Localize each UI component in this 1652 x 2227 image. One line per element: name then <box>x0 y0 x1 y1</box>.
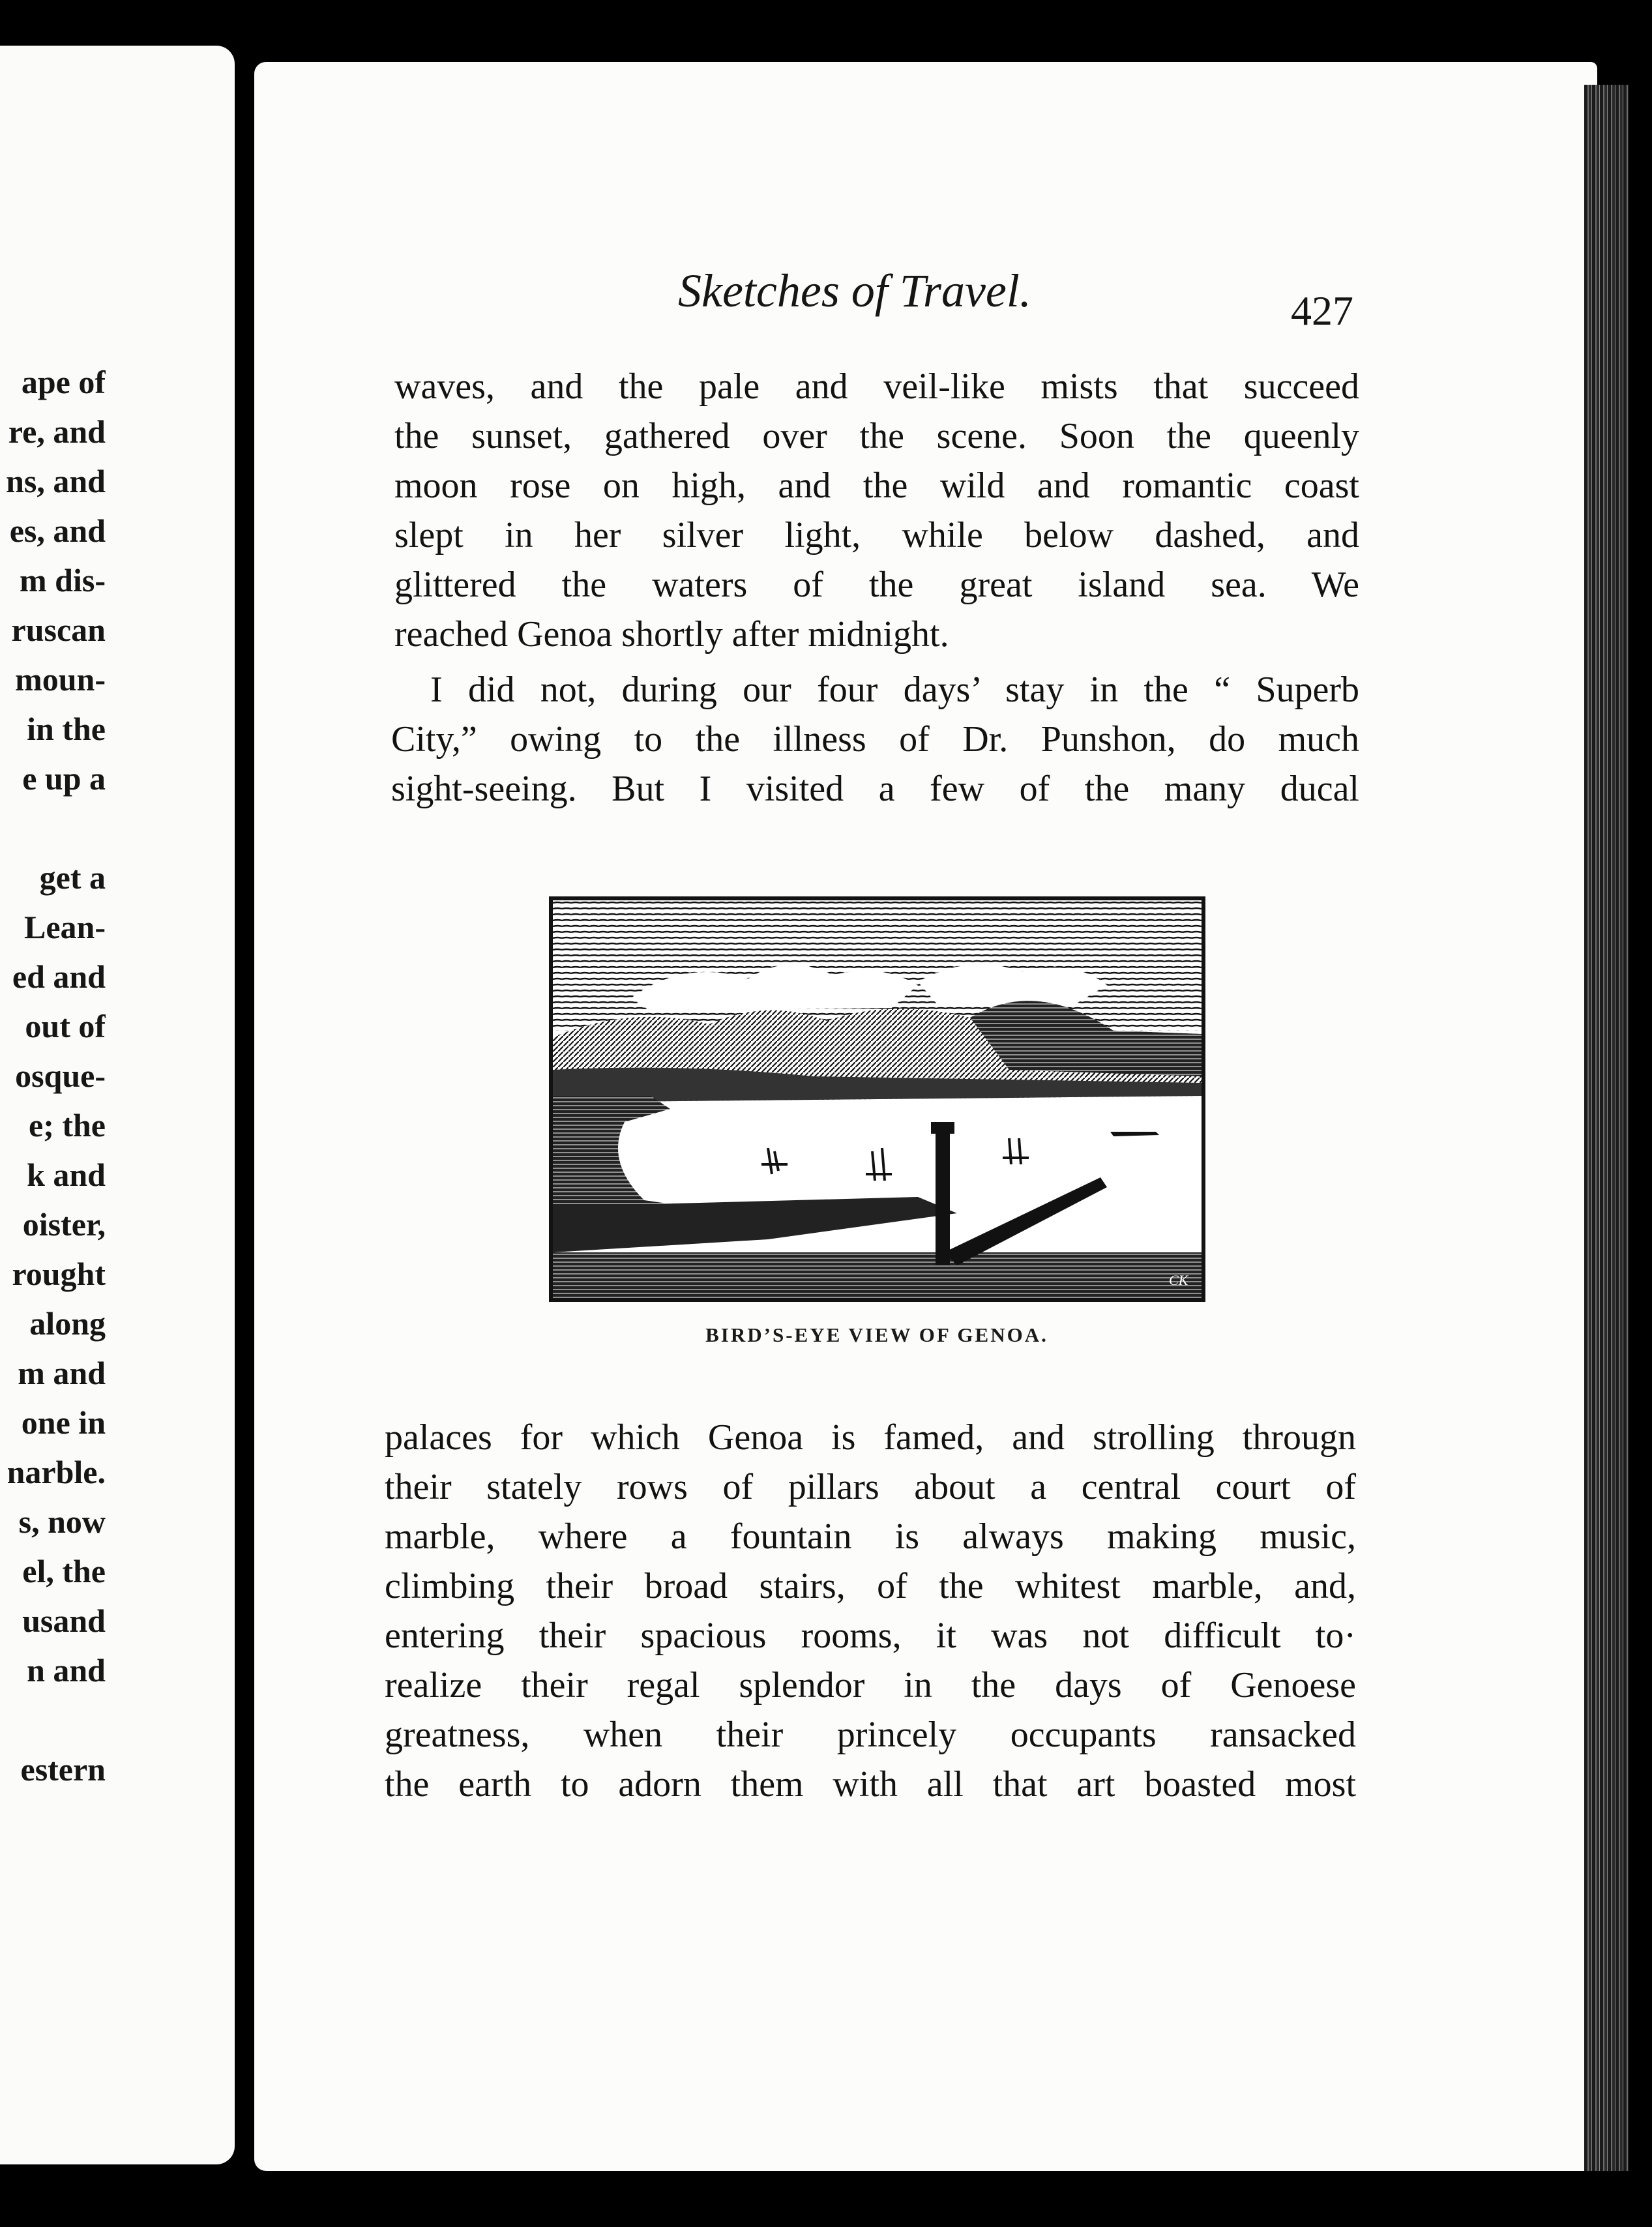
text-line: slept in her silver light, while below dashed, and <box>394 515 1359 555</box>
left-line: ape of <box>21 364 106 400</box>
left-line: moun- <box>15 661 106 698</box>
left-gap <box>0 803 106 853</box>
text-line: entering their spacious rooms, it was not difficult to· <box>385 1615 1356 1656</box>
left-line: m dis- <box>20 562 106 598</box>
text-line: their stately rows of pillars about a central court of <box>385 1467 1356 1507</box>
paragraph-3 <box>385 1413 1356 1809</box>
running-title: Sketches of Travel. <box>678 265 1031 317</box>
left-line: oister, <box>22 1206 106 1243</box>
left-gap <box>0 1695 106 1745</box>
paragraph-2 <box>391 665 1359 814</box>
text-line: greatness, when their princely occupants ransacked <box>385 1715 1356 1755</box>
left-line: ns, and <box>6 463 106 499</box>
left-line: narble. <box>7 1454 106 1490</box>
figure-caption: BIRD’S-EYE VIEW OF GENOA. <box>705 1323 1048 1346</box>
text-line: moon rose on high, and the wild and romantic coast <box>394 465 1359 506</box>
left-page-text <box>0 357 106 1794</box>
left-line: one in <box>21 1404 106 1441</box>
text-line: reached Genoa shortly after midnight. <box>394 614 949 655</box>
left-line: e up a <box>22 760 106 797</box>
left-line: rought <box>12 1256 106 1292</box>
left-line: re, and <box>8 413 106 450</box>
left-line: ed and <box>12 958 106 995</box>
left-line: el, the <box>22 1553 106 1589</box>
left-line: es, and <box>9 512 106 549</box>
left-line: ruscan <box>11 612 106 648</box>
genoa-engraving <box>549 896 1205 1302</box>
text-line: the sunset, gathered over the scene. Soon the queenly <box>394 416 1359 456</box>
paragraph-1 <box>394 362 1359 659</box>
text-line: the earth to adorn them with all that art boasted most <box>385 1764 1356 1805</box>
text-line: I did not, during our four days’ stay in the “ Superb <box>430 670 1359 710</box>
text-line: marble, where a fountain is always making music, <box>385 1516 1356 1557</box>
engraver-mark: CK <box>1169 1272 1188 1288</box>
left-line: s, now <box>18 1503 106 1540</box>
text-line: waves, and the pale and veil-like mists that succeed <box>394 366 1359 407</box>
left-line: in the <box>27 711 106 747</box>
text-line: climbing their broad stairs, of the whitest marble, and, <box>385 1566 1356 1606</box>
left-line: usand <box>22 1602 106 1639</box>
left-line: along <box>29 1305 106 1342</box>
left-line: get a <box>39 859 106 896</box>
text-line: City,” owing to the illness of Dr. Punshon, do much <box>391 719 1359 760</box>
left-line: m and <box>18 1355 106 1391</box>
left-line: n and <box>27 1652 106 1689</box>
page-number: 427 <box>1291 288 1353 334</box>
text-line: realize their regal splendor in the days of Genoese <box>385 1665 1356 1705</box>
engraving-illustration <box>553 900 1202 1298</box>
left-line: k and <box>27 1157 106 1193</box>
text-line: glittered the waters of the great island sea. We <box>394 565 1359 605</box>
left-line: estern <box>20 1751 106 1788</box>
text-line: palaces for which Genoa is famed, and strolling througn <box>385 1417 1356 1458</box>
left-line: osque- <box>15 1057 106 1094</box>
left-line: Lean- <box>24 909 106 945</box>
text-line: sight-seeing. But I visited a few of the many ducal <box>391 769 1359 809</box>
left-line: out of <box>25 1008 106 1044</box>
page-edges <box>1584 85 1629 2171</box>
left-line: e; the <box>29 1107 106 1143</box>
